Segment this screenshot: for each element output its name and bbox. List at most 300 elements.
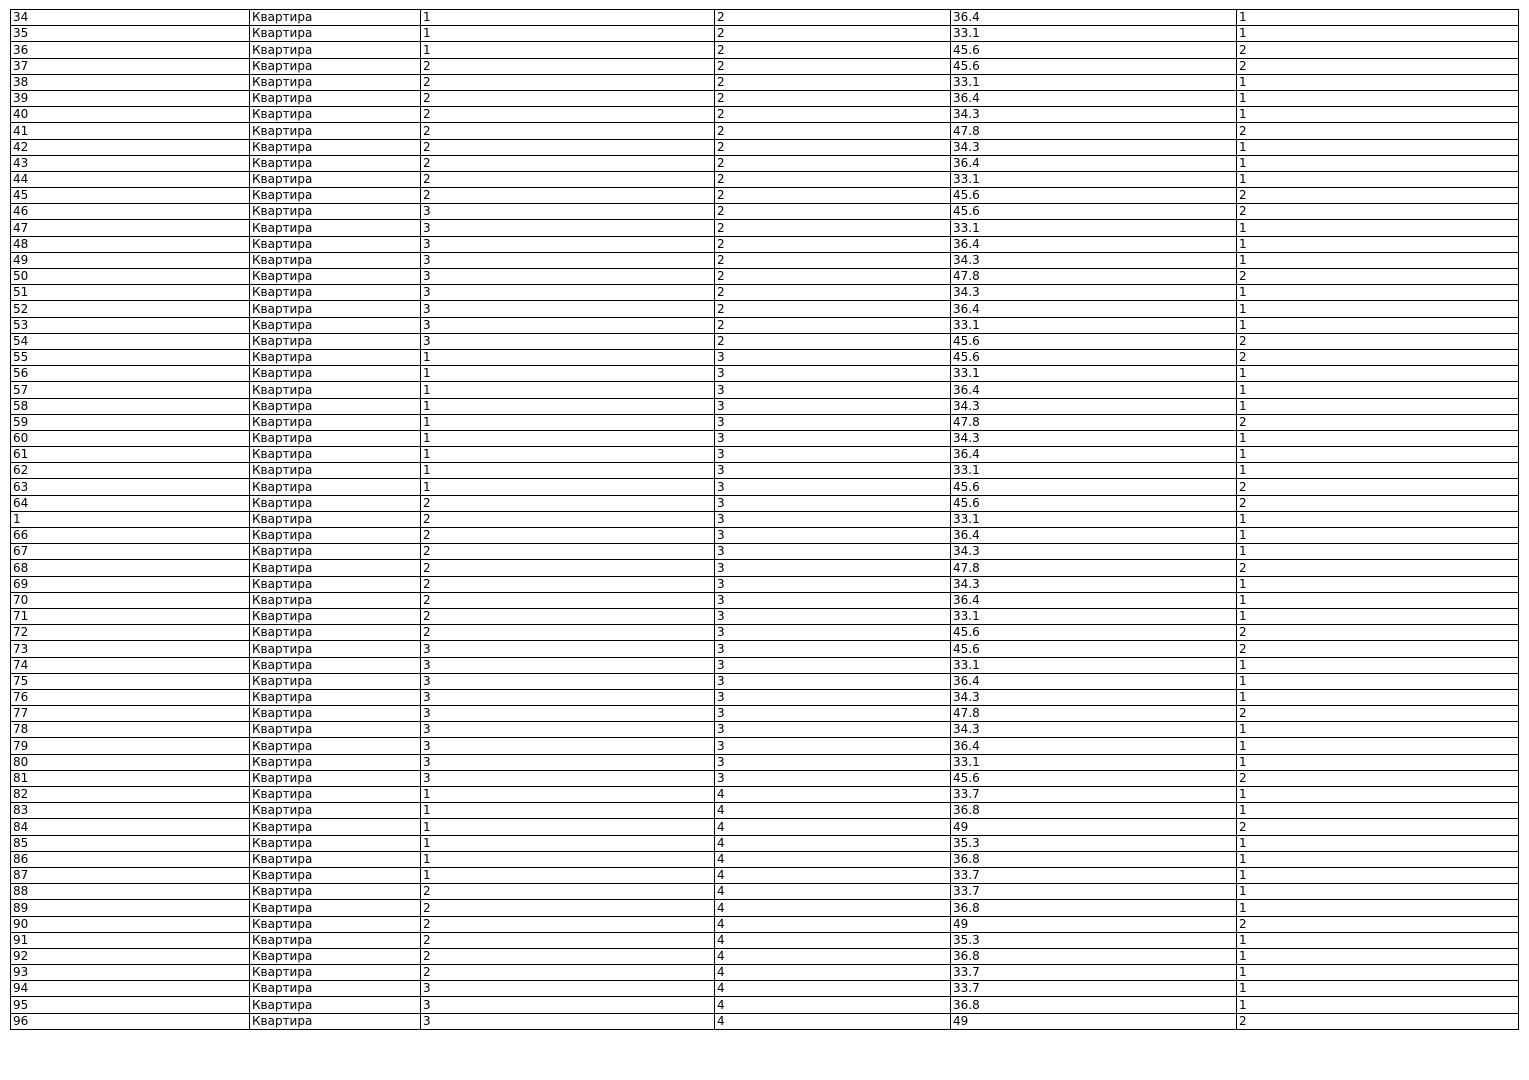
cell-floor: 3 [715,463,951,479]
cell-floor: 3 [715,528,951,544]
cell-floor: 3 [715,576,951,592]
cell-area: 36.4 [951,528,1237,544]
table-row [11,414,1519,430]
table-row [11,123,1519,139]
cell-number: 83 [11,803,250,819]
table-row [11,981,1519,997]
cell-type: Квартира [250,269,421,285]
cell-number: 47 [11,220,250,236]
cell-area: 33.7 [951,867,1237,883]
cell-type: Квартира [250,42,421,58]
cell-number: 57 [11,382,250,398]
cell-type: Квартира [250,738,421,754]
cell-floor: 4 [715,867,951,883]
cell-type: Квартира [250,867,421,883]
cell-rooms: 1 [1237,528,1519,544]
cell-section: 1 [421,398,715,414]
table-row [11,171,1519,187]
cell-area: 33.1 [951,754,1237,770]
cell-area: 33.1 [951,317,1237,333]
table-row [11,657,1519,673]
cell-section: 3 [421,301,715,317]
cell-type: Квартира [250,236,421,252]
cell-number: 50 [11,269,250,285]
cell-type: Квартира [250,722,421,738]
cell-rooms: 1 [1237,851,1519,867]
cell-number: 72 [11,625,250,641]
cell-section: 1 [421,42,715,58]
cell-area: 33.7 [951,965,1237,981]
cell-type: Квартира [250,1013,421,1029]
cell-number: 56 [11,366,250,382]
cell-type: Квартира [250,463,421,479]
cell-type: Квартира [250,366,421,382]
cell-floor: 2 [715,10,951,26]
table-row [11,948,1519,964]
cell-area: 36.4 [951,155,1237,171]
cell-area: 49 [951,1013,1237,1029]
cell-section: 3 [421,770,715,786]
table-row [11,495,1519,511]
cell-number: 69 [11,576,250,592]
cell-number: 61 [11,447,250,463]
cell-section: 3 [421,738,715,754]
cell-area: 45.6 [951,204,1237,220]
table-row [11,58,1519,74]
cell-rooms: 1 [1237,171,1519,187]
cell-number: 75 [11,673,250,689]
table-row [11,706,1519,722]
cell-area: 34.3 [951,430,1237,446]
cell-section: 1 [421,851,715,867]
cell-rooms: 2 [1237,1013,1519,1029]
cell-section: 2 [421,74,715,90]
cell-rooms: 2 [1237,188,1519,204]
cell-rooms: 1 [1237,382,1519,398]
cell-number: 64 [11,495,250,511]
cell-area: 45.6 [951,479,1237,495]
table-row [11,544,1519,560]
cell-rooms: 2 [1237,269,1519,285]
cell-area: 36.8 [951,803,1237,819]
cell-type: Квартира [250,819,421,835]
table-row [11,625,1519,641]
table-row [11,965,1519,981]
cell-rooms: 1 [1237,317,1519,333]
cell-section: 2 [421,592,715,608]
cell-floor: 2 [715,155,951,171]
cell-section: 2 [421,123,715,139]
cell-number: 43 [11,155,250,171]
cell-rooms: 1 [1237,608,1519,624]
cell-number: 94 [11,981,250,997]
cell-floor: 4 [715,997,951,1013]
cell-rooms: 2 [1237,819,1519,835]
table-row [11,803,1519,819]
cell-area: 33.7 [951,981,1237,997]
table-row [11,689,1519,705]
cell-area: 36.4 [951,236,1237,252]
cell-number: 87 [11,867,250,883]
cell-number: 77 [11,706,250,722]
cell-type: Квартира [250,430,421,446]
table-row [11,560,1519,576]
cell-rooms: 2 [1237,770,1519,786]
table-row [11,252,1519,268]
cell-section: 1 [421,835,715,851]
cell-floor: 3 [715,430,951,446]
cell-floor: 3 [715,479,951,495]
cell-rooms: 2 [1237,204,1519,220]
cell-floor: 4 [715,884,951,900]
table-row [11,770,1519,786]
cell-area: 45.6 [951,58,1237,74]
cell-section: 1 [421,447,715,463]
table-row [11,90,1519,106]
cell-rooms: 1 [1237,673,1519,689]
cell-area: 45.6 [951,42,1237,58]
cell-type: Квартира [250,528,421,544]
cell-area: 47.8 [951,706,1237,722]
cell-floor: 2 [715,90,951,106]
cell-area: 34.3 [951,107,1237,123]
cell-floor: 2 [715,123,951,139]
cell-floor: 3 [715,495,951,511]
cell-section: 3 [421,706,715,722]
table-row [11,204,1519,220]
cell-area: 45.6 [951,641,1237,657]
cell-type: Квартира [250,301,421,317]
table-row [11,754,1519,770]
cell-floor: 3 [715,560,951,576]
cell-floor: 3 [715,544,951,560]
cell-rooms: 1 [1237,26,1519,42]
cell-section: 1 [421,382,715,398]
cell-floor: 2 [715,269,951,285]
cell-section: 3 [421,1013,715,1029]
cell-type: Квартира [250,58,421,74]
cell-area: 35.3 [951,932,1237,948]
cell-rooms: 1 [1237,430,1519,446]
cell-number: 78 [11,722,250,738]
cell-section: 3 [421,673,715,689]
cell-type: Квартира [250,26,421,42]
cell-number: 68 [11,560,250,576]
cell-type: Квартира [250,657,421,673]
cell-number: 89 [11,900,250,916]
table-row [11,317,1519,333]
cell-floor: 3 [715,608,951,624]
cell-number: 35 [11,26,250,42]
cell-number: 82 [11,787,250,803]
cell-rooms: 1 [1237,787,1519,803]
table-row [11,430,1519,446]
cell-area: 36.4 [951,673,1237,689]
table-row [11,285,1519,301]
cell-rooms: 1 [1237,10,1519,26]
cell-type: Квартира [250,706,421,722]
cell-number: 55 [11,349,250,365]
cell-rooms: 2 [1237,42,1519,58]
cell-rooms: 2 [1237,641,1519,657]
cell-floor: 4 [715,787,951,803]
cell-floor: 4 [715,835,951,851]
cell-number: 81 [11,770,250,786]
cell-area: 34.3 [951,689,1237,705]
cell-floor: 2 [715,285,951,301]
cell-floor: 3 [715,511,951,527]
cell-rooms: 1 [1237,576,1519,592]
cell-rooms: 1 [1237,220,1519,236]
cell-section: 3 [421,657,715,673]
cell-section: 3 [421,236,715,252]
cell-rooms: 1 [1237,867,1519,883]
cell-floor: 3 [715,738,951,754]
cell-area: 34.3 [951,139,1237,155]
cell-number: 95 [11,997,250,1013]
cell-section: 3 [421,722,715,738]
cell-rooms: 2 [1237,706,1519,722]
cell-number: 39 [11,90,250,106]
table-row [11,608,1519,624]
cell-number: 46 [11,204,250,220]
cell-section: 3 [421,641,715,657]
table-body [11,10,1519,1030]
cell-floor: 3 [715,625,951,641]
cell-rooms: 1 [1237,107,1519,123]
cell-floor: 4 [715,965,951,981]
cell-area: 33.1 [951,463,1237,479]
cell-section: 1 [421,463,715,479]
table-row [11,479,1519,495]
cell-number: 37 [11,58,250,74]
cell-type: Квартира [250,333,421,349]
cell-area: 35.3 [951,835,1237,851]
cell-rooms: 1 [1237,835,1519,851]
cell-floor: 3 [715,641,951,657]
cell-rooms: 1 [1237,155,1519,171]
cell-floor: 3 [715,414,951,430]
cell-section: 2 [421,544,715,560]
cell-rooms: 2 [1237,349,1519,365]
cell-rooms: 1 [1237,90,1519,106]
cell-rooms: 1 [1237,236,1519,252]
table-row [11,269,1519,285]
cell-rooms: 1 [1237,948,1519,964]
cell-rooms: 2 [1237,123,1519,139]
cell-area: 49 [951,916,1237,932]
cell-section: 2 [421,495,715,511]
cell-number: 70 [11,592,250,608]
cell-area: 36.4 [951,90,1237,106]
table-row [11,511,1519,527]
table-row [11,528,1519,544]
cell-section: 1 [421,26,715,42]
cell-rooms: 2 [1237,333,1519,349]
cell-type: Квартира [250,107,421,123]
cell-type: Квартира [250,981,421,997]
table-row [11,10,1519,26]
cell-type: Квартира [250,155,421,171]
cell-rooms: 1 [1237,74,1519,90]
cell-area: 45.6 [951,625,1237,641]
cell-number: 85 [11,835,250,851]
table-row [11,42,1519,58]
cell-number: 53 [11,317,250,333]
cell-area: 33.7 [951,884,1237,900]
cell-area: 36.4 [951,10,1237,26]
table-row [11,155,1519,171]
cell-rooms: 1 [1237,301,1519,317]
cell-floor: 2 [715,204,951,220]
cell-area: 33.1 [951,366,1237,382]
cell-area: 33.1 [951,608,1237,624]
cell-area: 47.8 [951,123,1237,139]
cell-rooms: 2 [1237,560,1519,576]
cell-section: 1 [421,803,715,819]
cell-number: 67 [11,544,250,560]
cell-area: 33.7 [951,787,1237,803]
cell-rooms: 1 [1237,447,1519,463]
cell-number: 71 [11,608,250,624]
cell-number: 76 [11,689,250,705]
cell-section: 1 [421,867,715,883]
cell-section: 3 [421,252,715,268]
cell-type: Квартира [250,139,421,155]
cell-type: Квартира [250,754,421,770]
cell-rooms: 1 [1237,803,1519,819]
table-row [11,851,1519,867]
cell-rooms: 1 [1237,366,1519,382]
cell-section: 2 [421,58,715,74]
cell-rooms: 1 [1237,932,1519,948]
cell-type: Квартира [250,317,421,333]
cell-type: Квартира [250,479,421,495]
cell-area: 34.3 [951,544,1237,560]
cell-section: 2 [421,576,715,592]
cell-area: 47.8 [951,560,1237,576]
cell-section: 3 [421,754,715,770]
cell-type: Квартира [250,171,421,187]
cell-number: 88 [11,884,250,900]
table-row [11,447,1519,463]
cell-number: 36 [11,42,250,58]
cell-type: Квартира [250,90,421,106]
cell-section: 2 [421,900,715,916]
cell-floor: 2 [715,107,951,123]
cell-area: 45.6 [951,188,1237,204]
cell-section: 2 [421,107,715,123]
cell-rooms: 2 [1237,58,1519,74]
cell-section: 2 [421,188,715,204]
cell-floor: 2 [715,74,951,90]
cell-number: 54 [11,333,250,349]
cell-area: 36.8 [951,948,1237,964]
apartment-table [10,9,1519,1030]
cell-area: 34.3 [951,398,1237,414]
cell-rooms: 1 [1237,722,1519,738]
cell-floor: 3 [715,349,951,365]
cell-number: 49 [11,252,250,268]
cell-area: 33.1 [951,511,1237,527]
cell-section: 2 [421,139,715,155]
cell-rooms: 2 [1237,625,1519,641]
cell-rooms: 2 [1237,414,1519,430]
cell-floor: 2 [715,220,951,236]
cell-number: 63 [11,479,250,495]
cell-floor: 2 [715,58,951,74]
cell-type: Квартира [250,560,421,576]
cell-section: 2 [421,916,715,932]
table-row [11,835,1519,851]
cell-rooms: 2 [1237,916,1519,932]
cell-area: 33.1 [951,220,1237,236]
table-row [11,738,1519,754]
cell-number: 66 [11,528,250,544]
table-row [11,819,1519,835]
cell-type: Квартира [250,965,421,981]
table-row [11,576,1519,592]
cell-section: 1 [421,349,715,365]
cell-area: 34.3 [951,252,1237,268]
cell-number: 92 [11,948,250,964]
cell-area: 33.1 [951,26,1237,42]
cell-type: Квартира [250,916,421,932]
table-row [11,26,1519,42]
table-row [11,139,1519,155]
table-row [11,916,1519,932]
cell-section: 1 [421,414,715,430]
cell-floor: 4 [715,900,951,916]
cell-section: 2 [421,171,715,187]
cell-section: 2 [421,528,715,544]
cell-type: Квартира [250,252,421,268]
cell-floor: 3 [715,447,951,463]
table-row [11,932,1519,948]
cell-rooms: 1 [1237,398,1519,414]
cell-area: 36.4 [951,592,1237,608]
cell-type: Квартира [250,74,421,90]
table-row [11,884,1519,900]
cell-floor: 3 [715,722,951,738]
cell-number: 59 [11,414,250,430]
cell-type: Квартира [250,544,421,560]
cell-area: 47.8 [951,414,1237,430]
cell-floor: 2 [715,236,951,252]
cell-section: 1 [421,10,715,26]
cell-rooms: 2 [1237,479,1519,495]
table-row [11,349,1519,365]
cell-type: Квартира [250,576,421,592]
cell-area: 36.4 [951,447,1237,463]
table-row [11,900,1519,916]
cell-floor: 4 [715,981,951,997]
cell-number: 84 [11,819,250,835]
table-row [11,867,1519,883]
cell-rooms: 1 [1237,689,1519,705]
cell-number: 42 [11,139,250,155]
table-row [11,236,1519,252]
cell-floor: 2 [715,301,951,317]
cell-section: 3 [421,689,715,705]
cell-number: 45 [11,188,250,204]
cell-type: Квартира [250,285,421,301]
cell-section: 1 [421,366,715,382]
cell-section: 2 [421,511,715,527]
cell-floor: 2 [715,42,951,58]
table-row [11,463,1519,479]
cell-rooms: 2 [1237,495,1519,511]
